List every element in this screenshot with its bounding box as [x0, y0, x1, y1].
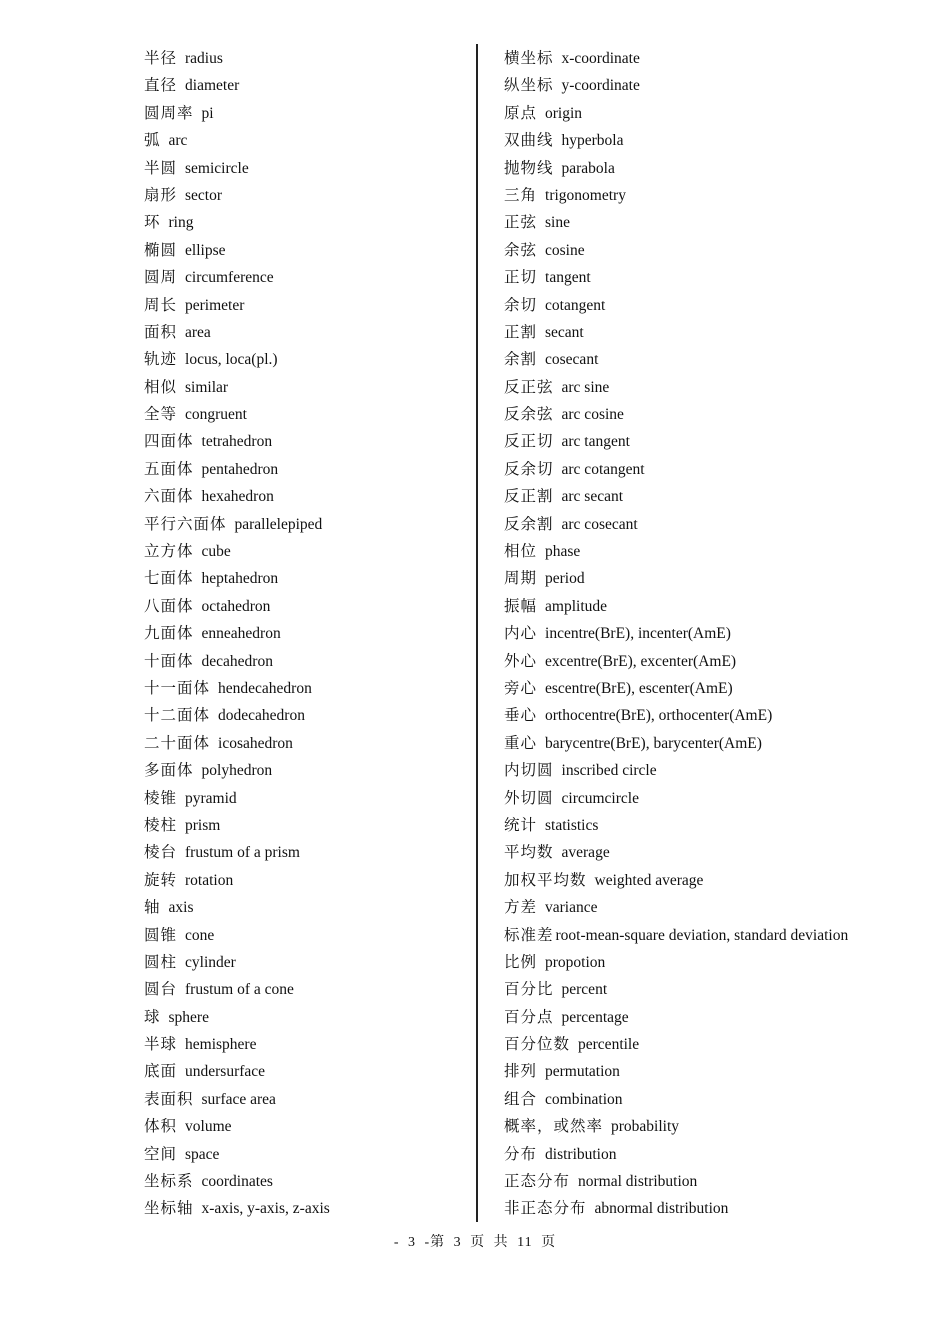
- glossary-entry: [504, 72, 848, 99]
- chinese-term: 正割: [504, 323, 538, 341]
- english-term: hexahedron: [201, 488, 274, 506]
- chinese-term: 分布: [504, 1145, 538, 1163]
- english-term: excentre(BrE), excenter(AmE): [545, 652, 737, 670]
- english-term: y-coordinate: [561, 77, 640, 95]
- glossary-entry: [504, 511, 848, 538]
- glossary-entry: [504, 346, 848, 373]
- chinese-term: 反正弦: [504, 378, 554, 396]
- english-term: parallelepiped: [234, 515, 323, 533]
- glossary-entry: [144, 264, 330, 291]
- glossary-entry: [144, 867, 330, 894]
- english-term: diameter: [185, 77, 240, 95]
- english-term: radius: [185, 50, 223, 67]
- glossary-entry: [144, 620, 330, 647]
- english-term: arc cosine: [561, 406, 624, 424]
- english-term: permutation: [545, 1063, 620, 1081]
- glossary-entry: [504, 730, 848, 757]
- chinese-term: 重心: [504, 734, 538, 752]
- english-term: pi: [201, 104, 214, 122]
- glossary-entry: [504, 620, 848, 647]
- chinese-term: 外切圆: [504, 789, 554, 807]
- english-term: frustum of a prism: [185, 844, 300, 862]
- glossary-entry: [504, 319, 848, 346]
- chinese-term: 球: [144, 1008, 161, 1026]
- english-term: cone: [185, 926, 215, 944]
- chinese-term: 坐标系: [144, 1173, 194, 1191]
- english-term: x-coordinate: [561, 50, 640, 67]
- english-term: cosecant: [545, 351, 599, 369]
- glossary-entry: [144, 45, 330, 72]
- chinese-term: 余弦: [504, 241, 538, 259]
- english-term: combination: [545, 1090, 623, 1108]
- english-term: octahedron: [201, 597, 271, 615]
- english-term: cylinder: [185, 953, 236, 971]
- english-term: statistics: [545, 816, 599, 834]
- english-term: area: [185, 323, 211, 341]
- glossary-entry: [144, 785, 330, 812]
- chinese-term: 弧: [144, 132, 161, 150]
- chinese-term: 相似: [144, 378, 178, 396]
- glossary-entry: [504, 976, 848, 1003]
- chinese-term: 半圆: [144, 159, 178, 177]
- chinese-term: 面积: [144, 323, 178, 341]
- chinese-term: 半球: [144, 1036, 178, 1054]
- chinese-term: 四面体: [144, 433, 194, 451]
- glossary-entry: [504, 839, 848, 866]
- glossary-entry: [504, 593, 848, 620]
- chinese-term: 双曲线: [504, 132, 554, 150]
- glossary-entry: [144, 839, 330, 866]
- english-term: sphere: [168, 1008, 209, 1026]
- english-term: arc: [168, 132, 188, 150]
- english-term: circumference: [185, 269, 274, 287]
- page-footer: - 3 -第 3 页 共 11 页: [393, 1235, 557, 1250]
- chinese-term: 圆柱: [144, 953, 178, 971]
- glossary-entry: [504, 675, 848, 702]
- chinese-term: 反正切: [504, 433, 554, 451]
- glossary-entry: [144, 812, 330, 839]
- glossary-entry: [144, 1086, 330, 1113]
- english-term: arc tangent: [561, 433, 630, 451]
- chinese-term: 平均数: [504, 844, 554, 862]
- chinese-term: 十面体: [144, 652, 194, 670]
- glossary-entry: [144, 894, 330, 921]
- english-term: hendecahedron: [218, 679, 312, 697]
- glossary-entry: [504, 292, 848, 319]
- glossary-entry: [144, 730, 330, 757]
- chinese-term: 旁心: [504, 679, 538, 697]
- english-term: polyhedron: [201, 762, 273, 780]
- glossary-entry: [504, 401, 848, 428]
- english-term: amplitude: [545, 597, 608, 615]
- chinese-term: 百分比: [504, 981, 554, 999]
- glossary-entry: [144, 648, 330, 675]
- glossary-entry: [504, 894, 848, 921]
- chinese-term: 外心: [504, 652, 538, 670]
- chinese-term: 圆锥: [144, 926, 178, 944]
- english-term: percentile: [578, 1036, 640, 1054]
- chinese-term: 正弦: [504, 214, 538, 232]
- glossary-entry: [504, 1113, 848, 1140]
- chinese-term: 余切: [504, 296, 538, 314]
- left-glossary-column: [144, 45, 330, 1223]
- chinese-term: 棱柱: [144, 816, 178, 834]
- glossary-entry: [144, 757, 330, 784]
- chinese-term: 内心: [504, 625, 538, 643]
- english-term: arc cosecant: [561, 515, 638, 533]
- english-term: secant: [545, 323, 584, 341]
- english-term: congruent: [185, 406, 247, 424]
- glossary-entry: [144, 1113, 330, 1140]
- english-term: cotangent: [545, 296, 606, 314]
- chinese-term: 体积: [144, 1118, 178, 1136]
- english-term: probability: [611, 1118, 680, 1136]
- chinese-term: 十一面体: [144, 679, 211, 697]
- english-term: distribution: [545, 1145, 617, 1163]
- glossary-entry: [504, 127, 848, 154]
- glossary-entry: [504, 812, 848, 839]
- english-term: cube: [201, 543, 231, 561]
- chinese-term: 半径: [144, 50, 178, 67]
- english-term: propotion: [545, 953, 606, 971]
- chinese-term: 坐标轴: [144, 1200, 194, 1218]
- english-term: undersurface: [185, 1063, 266, 1081]
- english-term: ring: [168, 214, 194, 232]
- chinese-term: 统计: [504, 816, 538, 834]
- chinese-term: 表面积: [144, 1090, 194, 1108]
- english-term: tetrahedron: [201, 433, 273, 451]
- chinese-term: 六面体: [144, 488, 194, 506]
- english-term: similar: [185, 378, 229, 396]
- chinese-term: 百分位数: [504, 1036, 571, 1054]
- glossary-entry: [144, 1195, 330, 1222]
- chinese-term: 方差: [504, 899, 538, 917]
- chinese-term: 七面体: [144, 570, 194, 588]
- chinese-term: 五面体: [144, 460, 194, 478]
- english-term: icosahedron: [218, 734, 293, 752]
- chinese-term: 扇形: [144, 186, 178, 204]
- glossary-entry: [144, 428, 330, 455]
- glossary-entry: [504, 702, 848, 729]
- english-term: average: [561, 844, 610, 862]
- english-term: percentage: [561, 1008, 629, 1026]
- chinese-term: 振幅: [504, 597, 538, 615]
- glossary-entry: [504, 209, 848, 236]
- glossary-entry: [144, 702, 330, 729]
- glossary-entry: [504, 867, 848, 894]
- chinese-term: 垂心: [504, 707, 538, 725]
- english-term: enneahedron: [201, 625, 281, 643]
- glossary-entry: [144, 1141, 330, 1168]
- glossary-entry: [504, 428, 848, 455]
- chinese-term: 棱台: [144, 844, 178, 862]
- glossary-entry: [144, 1031, 330, 1058]
- english-term: abnormal distribution: [594, 1200, 729, 1218]
- glossary-entry: [144, 319, 330, 346]
- english-term: weighted average: [594, 871, 704, 889]
- english-term: trigonometry: [545, 186, 626, 204]
- glossary-entry: [504, 237, 848, 264]
- english-term: hemisphere: [185, 1036, 257, 1054]
- english-term: circumcircle: [561, 789, 639, 807]
- glossary-entry: [504, 483, 848, 510]
- english-term: rotation: [185, 871, 234, 889]
- glossary-entry: [144, 976, 330, 1003]
- english-term: sine: [545, 214, 570, 232]
- glossary-entry: [144, 538, 330, 565]
- glossary-entry: [144, 565, 330, 592]
- glossary-entry: [144, 127, 330, 154]
- chinese-term: 九面体: [144, 625, 194, 643]
- chinese-term: 空间: [144, 1145, 178, 1163]
- chinese-term: 概率，或然率: [504, 1118, 604, 1136]
- glossary-entry: [504, 1141, 848, 1168]
- glossary-entry: [504, 1086, 848, 1113]
- chinese-term: 环: [144, 214, 161, 232]
- chinese-term: 十二面体: [144, 707, 211, 725]
- glossary-entry: [504, 538, 848, 565]
- glossary-entry: [504, 1168, 848, 1195]
- glossary-entry: [144, 237, 330, 264]
- right-glossary-column: [504, 45, 848, 1223]
- glossary-entry: [504, 757, 848, 784]
- chinese-term: 标准差: [504, 926, 554, 944]
- english-term: dodecahedron: [218, 707, 305, 725]
- english-term: incentre(BrE), incenter(AmE): [545, 625, 731, 643]
- chinese-term: 圆周: [144, 269, 178, 287]
- english-term: period: [545, 570, 585, 588]
- glossary-entry: [504, 949, 848, 976]
- english-term: locus, loca(pl.): [185, 351, 278, 369]
- english-term: arc secant: [561, 488, 624, 506]
- chinese-term: 正切: [504, 269, 538, 287]
- chinese-term: 八面体: [144, 597, 194, 615]
- chinese-term: 圆台: [144, 981, 178, 999]
- glossary-entry: [144, 209, 330, 236]
- chinese-term: 周长: [144, 296, 178, 314]
- glossary-entry: [504, 456, 848, 483]
- english-term: percent: [561, 981, 608, 999]
- glossary-entry: [504, 182, 848, 209]
- chinese-term: 底面: [144, 1063, 178, 1081]
- english-term: volume: [185, 1118, 232, 1136]
- glossary-entry: [504, 264, 848, 291]
- english-term: perimeter: [185, 296, 245, 314]
- english-term: orthocentre(BrE), orthocenter(AmE): [545, 707, 773, 725]
- english-term: origin: [545, 104, 583, 122]
- glossary-entry: [504, 565, 848, 592]
- english-term: surface area: [201, 1090, 276, 1108]
- english-term: cosine: [545, 241, 585, 259]
- chinese-term: 反余切: [504, 460, 554, 478]
- chinese-term: 内切圆: [504, 762, 554, 780]
- chinese-term: 相位: [504, 543, 538, 561]
- english-term: frustum of a cone: [185, 981, 294, 999]
- chinese-term: 轨迹: [144, 351, 178, 369]
- chinese-term: 平行六面体: [144, 515, 227, 533]
- glossary-entry: [144, 292, 330, 319]
- chinese-term: 非正态分布: [504, 1200, 587, 1218]
- chinese-term: 圆周率: [144, 104, 194, 122]
- glossary-entry: [144, 100, 330, 127]
- english-term: sector: [185, 186, 223, 204]
- english-term: space: [185, 1145, 220, 1163]
- chinese-term: 组合: [504, 1090, 538, 1108]
- english-term: decahedron: [201, 652, 273, 670]
- glossary-entry: [144, 922, 330, 949]
- chinese-term: 椭圆: [144, 241, 178, 259]
- english-term: variance: [545, 899, 598, 917]
- glossary-entry: [504, 922, 848, 949]
- glossary-entry: [144, 346, 330, 373]
- glossary-entry: [504, 1058, 848, 1085]
- glossary-entry: [504, 155, 848, 182]
- glossary-entry: [144, 401, 330, 428]
- english-term: pyramid: [185, 789, 237, 807]
- chinese-term: 多面体: [144, 762, 194, 780]
- english-term: arc sine: [561, 378, 610, 396]
- glossary-entry: [144, 949, 330, 976]
- glossary-entry: [144, 593, 330, 620]
- english-term: axis: [168, 899, 194, 917]
- glossary-entry: [144, 675, 330, 702]
- glossary-entry: [504, 100, 848, 127]
- chinese-term: 反正割: [504, 488, 554, 506]
- glossary-entry: [144, 155, 330, 182]
- chinese-term: 正态分布: [504, 1173, 571, 1191]
- english-term: parabola: [561, 159, 615, 177]
- chinese-term: 余割: [504, 351, 538, 369]
- english-term: root-mean-square deviation, standard deviation: [555, 926, 849, 944]
- english-term: pentahedron: [201, 460, 279, 478]
- chinese-term: 二十面体: [144, 734, 211, 752]
- glossary-entry: [504, 648, 848, 675]
- glossary-entry: [504, 45, 848, 72]
- glossary-entry: [144, 1004, 330, 1031]
- english-term: normal distribution: [578, 1173, 698, 1191]
- glossary-entry: [504, 374, 848, 401]
- glossary-entry: [144, 182, 330, 209]
- chinese-term: 比例: [504, 953, 538, 971]
- column-divider: [476, 44, 478, 1222]
- english-term: prism: [185, 816, 221, 834]
- glossary-entry: [504, 1195, 848, 1222]
- glossary-entry: [144, 456, 330, 483]
- chinese-term: 原点: [504, 104, 538, 122]
- glossary-entry: [144, 1058, 330, 1085]
- english-term: semicircle: [185, 159, 249, 177]
- english-term: phase: [545, 543, 581, 561]
- chinese-term: 反余弦: [504, 406, 554, 424]
- english-term: barycentre(BrE), barycenter(AmE): [545, 734, 762, 752]
- english-term: heptahedron: [201, 570, 279, 588]
- chinese-term: 周期: [504, 570, 538, 588]
- chinese-term: 纵坐标: [504, 77, 554, 95]
- english-term: arc cotangent: [561, 460, 645, 478]
- glossary-entry: [144, 483, 330, 510]
- chinese-term: 横坐标: [504, 50, 554, 67]
- english-term: ellipse: [185, 241, 226, 259]
- chinese-term: 立方体: [144, 543, 194, 561]
- glossary-entry: [144, 72, 330, 99]
- english-term: x-axis, y-axis, z-axis: [201, 1200, 330, 1218]
- glossary-entry: [504, 1031, 848, 1058]
- chinese-term: 轴: [144, 899, 161, 917]
- english-term: tangent: [545, 269, 591, 287]
- chinese-term: 直径: [144, 77, 178, 95]
- english-term: escentre(BrE), escenter(AmE): [545, 679, 733, 697]
- chinese-term: 百分点: [504, 1008, 554, 1026]
- chinese-term: 旋转: [144, 871, 178, 889]
- glossary-entry: [144, 511, 330, 538]
- chinese-term: 棱锥: [144, 789, 178, 807]
- glossary-entry: [144, 374, 330, 401]
- chinese-term: 全等: [144, 406, 178, 424]
- chinese-term: 反余割: [504, 515, 554, 533]
- glossary-entry: [504, 1004, 848, 1031]
- glossary-entry: [504, 785, 848, 812]
- chinese-term: 抛物线: [504, 159, 554, 177]
- english-term: coordinates: [201, 1173, 273, 1191]
- english-term: hyperbola: [561, 132, 624, 150]
- chinese-term: 加权平均数: [504, 871, 587, 889]
- chinese-term: 排列: [504, 1063, 538, 1081]
- chinese-term: 三角: [504, 186, 538, 204]
- glossary-entry: [144, 1168, 330, 1195]
- english-term: inscribed circle: [561, 762, 657, 780]
